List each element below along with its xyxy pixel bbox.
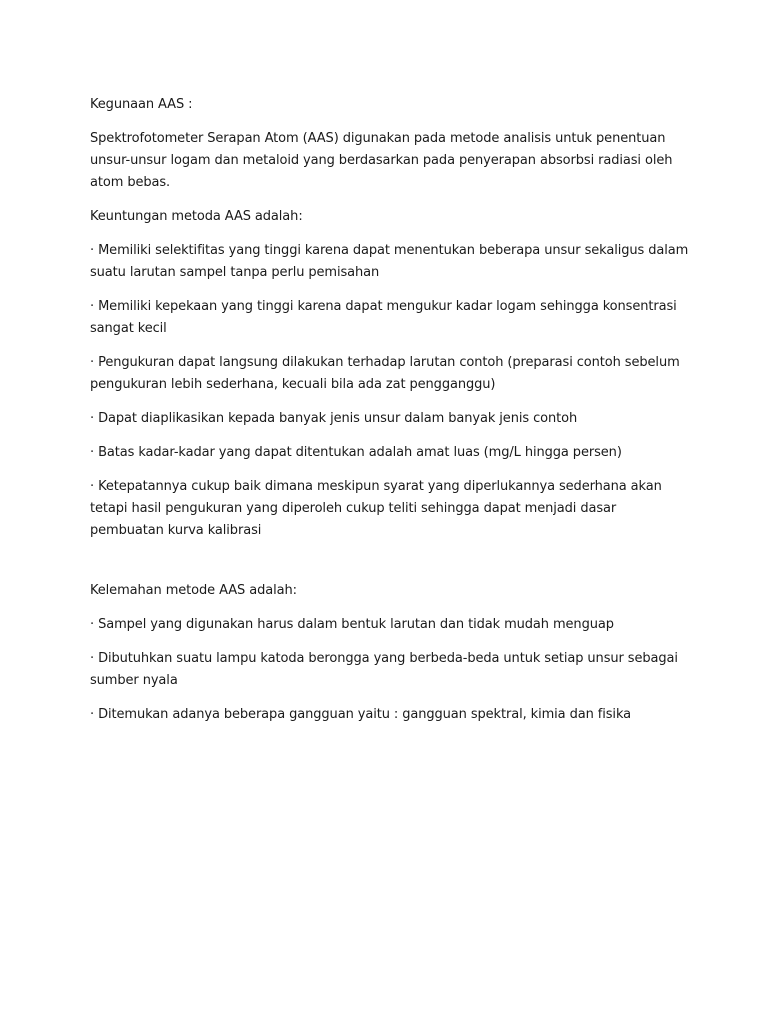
list-item-keuntungan-4: · Dapat diaplikasikan kepada banyak jenis unsur dalam banyak jenis contoh xyxy=(90,411,578,426)
list-item-keuntungan-6: · Ketepatannya cukup baik dimana meskipun syarat yang diperlukannya sederhana akan tetapi hasil pengukuran yang diperoleh cukup teliti sehingga dapat menjadi dasar pembuatan kurva kalibrasi xyxy=(90,479,662,538)
list-item-keuntungan-1: · Memiliki selektifitas yang tinggi karena dapat menentukan beberapa unsur sekaligus dalam suatu larutan sampel tanpa perlu pemisahan xyxy=(90,243,689,280)
heading-kelemahan: Kelemahan metode AAS adalah: xyxy=(90,583,297,598)
paragraph-kegunaan: Spektrofotometer Serapan Atom (AAS) digunakan pada metode analisis untuk penentuan unsur-unsur logam dan metaloid yang berdasarkan pada penyerapan absorbsi radiasi oleh atom bebas. xyxy=(90,131,673,190)
list-item-kelemahan-2: · Dibutuhkan suatu lampu katoda berongga yang berbeda-beda untuk setiap unsur sebagai sumber nyala xyxy=(90,651,678,688)
list-item-keuntungan-5: · Batas kadar-kadar yang dapat ditentukan adalah amat luas (mg/L hingga persen) xyxy=(90,445,622,460)
list-item-keuntungan-3: · Pengukuran dapat langsung dilakukan terhadap larutan contoh (preparasi contoh sebelum pengukuran lebih sederhana, kecuali bila ada zat pengganggu) xyxy=(90,355,680,392)
list-item-keuntungan-2: · Memiliki kepekaan yang tinggi karena dapat mengukur kadar logam sehingga konsentrasi sangat kecil xyxy=(90,299,677,336)
heading-keuntungan: Keuntungan metoda AAS adalah: xyxy=(90,209,303,224)
list-item-kelemahan-3: · Ditemukan adanya beberapa gangguan yaitu : gangguan spektral, kimia dan fisika xyxy=(90,707,632,722)
list-item-kelemahan-1: · Sampel yang digunakan harus dalam bentuk larutan dan tidak mudah menguap xyxy=(90,617,614,632)
document-body xyxy=(90,94,690,738)
heading-kegunaan: Kegunaan AAS : xyxy=(90,97,193,112)
